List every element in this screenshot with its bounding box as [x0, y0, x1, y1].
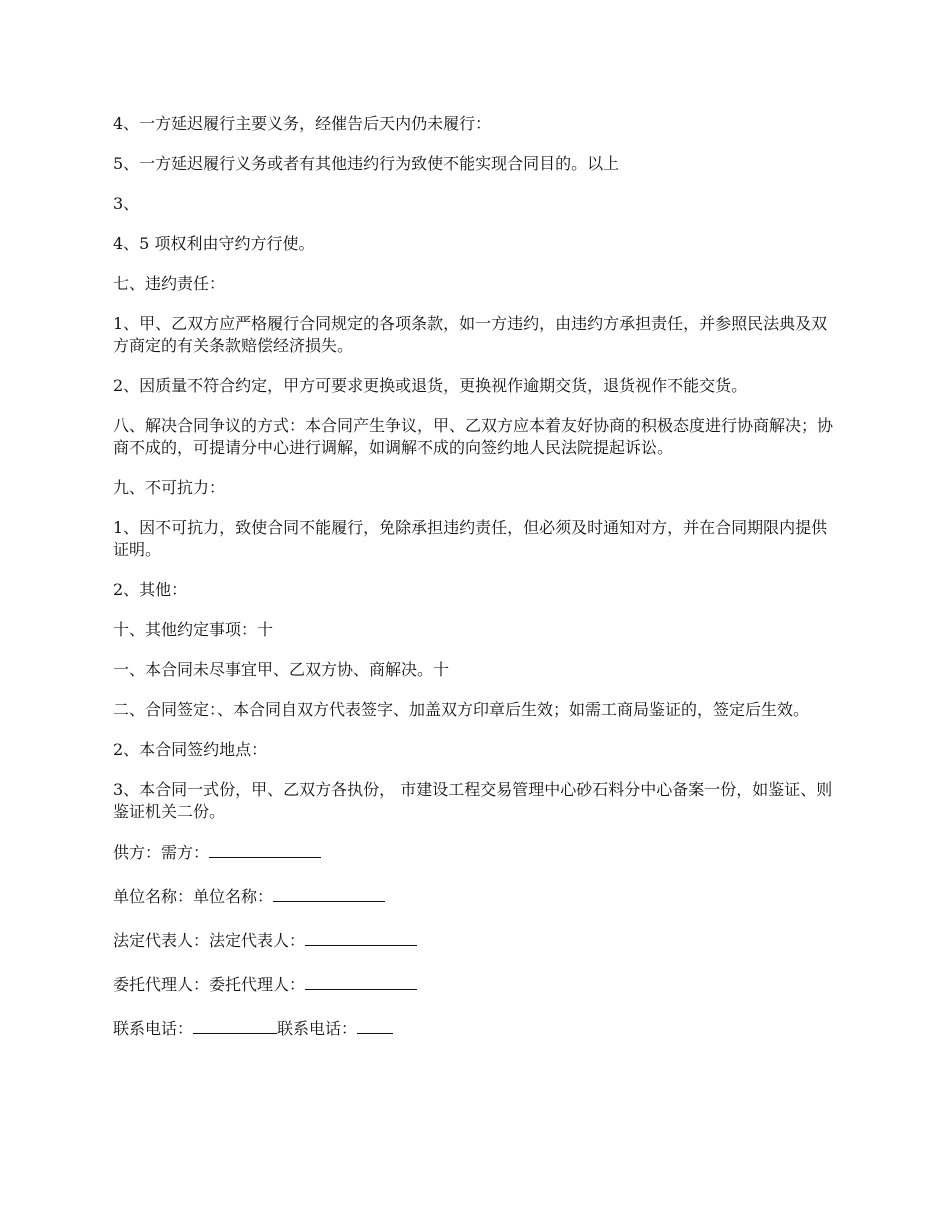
- clause-4-5-rights: 4、5 项权利由守约方行使。: [113, 234, 315, 253]
- clause-4-delay-main-duty: 4、一方延迟履行主要义务，经催告后天内仍未履行：: [113, 114, 492, 133]
- clause-9-2: 2、其他：: [113, 580, 188, 599]
- signature-blank: [305, 929, 417, 946]
- signature-blank: [357, 1017, 393, 1034]
- clause-7-1: 1、甲、乙双方应严格履行合同规定的各项条款，如一方违约，由违约方承担责任，并参照民法典及双方商定的有关条款赔偿经济损失。: [113, 314, 828, 355]
- signature-phone-label-2: 联系电话：: [277, 1019, 358, 1038]
- signature-legal-rep-label: 法定代表人：法定代表人：: [113, 931, 306, 950]
- signature-unit-label: 单位名称：单位名称：: [113, 887, 274, 906]
- clause-9-1: 1、因不可抗力，致使合同不能履行，免除承担违约责任，但必须及时通知对方，并在合同期限内提供证明。: [113, 518, 828, 559]
- signature-blank: [193, 1017, 277, 1034]
- section-7-heading: 七、违约责任：: [113, 274, 226, 293]
- signature-blank: [209, 841, 321, 858]
- clause-3-fragment: 3、: [113, 194, 140, 213]
- signature-blank: [305, 973, 417, 990]
- signature-blank: [273, 885, 385, 902]
- clause-copies: 3、本合同一式份，甲、乙双方各执份， 市建设工程交易管理中心砂石料分中心备案一份，如鉴证、则鉴证机关二份。: [113, 780, 833, 821]
- signature-unit-row: [113, 885, 843, 908]
- clause-12-signing: 二、合同签定：、本合同自双方代表签字、加盖双方印章后生效；如需工商局鉴证的，签定后生效。: [113, 700, 810, 719]
- signature-phone-label-1: 联系电话：: [113, 1019, 194, 1038]
- section-8-dispute: 八、解决合同争议的方式：本合同产生争议，甲、乙双方应本着友好协商的积极态度进行协商解决；协商不成的，可提请分中心进行调解，如调解不成的向签约地人民法院提起诉讼。: [113, 416, 834, 457]
- clause-signing-place: 2、本合同签约地点：: [113, 740, 268, 759]
- signature-legal-rep-row: [113, 929, 843, 952]
- signature-agent-label: 委托代理人：委托代理人：: [113, 975, 306, 994]
- section-9-heading: 九、不可抗力：: [113, 478, 226, 497]
- clause-11-unresolved: 一、本合同未尽事宜甲、乙双方协、商解决。十: [113, 660, 450, 679]
- clause-5-delay-other-breach: 5、一方延迟履行义务或者有其他违约行为致使不能实现合同目的。以上: [113, 154, 620, 173]
- signature-supplier-row: [113, 841, 843, 864]
- signature-supplier-label: 供方：需方：: [113, 843, 210, 862]
- document-body: [113, 113, 843, 1061]
- clause-7-2: 2、因质量不符合约定，甲方可要求更换或退货，更换视作逾期交货，退货视作不能交货。: [113, 376, 748, 395]
- section-10-heading: 十、其他约定事项：十: [113, 620, 274, 639]
- signature-phone-row: [113, 1017, 843, 1040]
- signature-agent-row: [113, 973, 843, 996]
